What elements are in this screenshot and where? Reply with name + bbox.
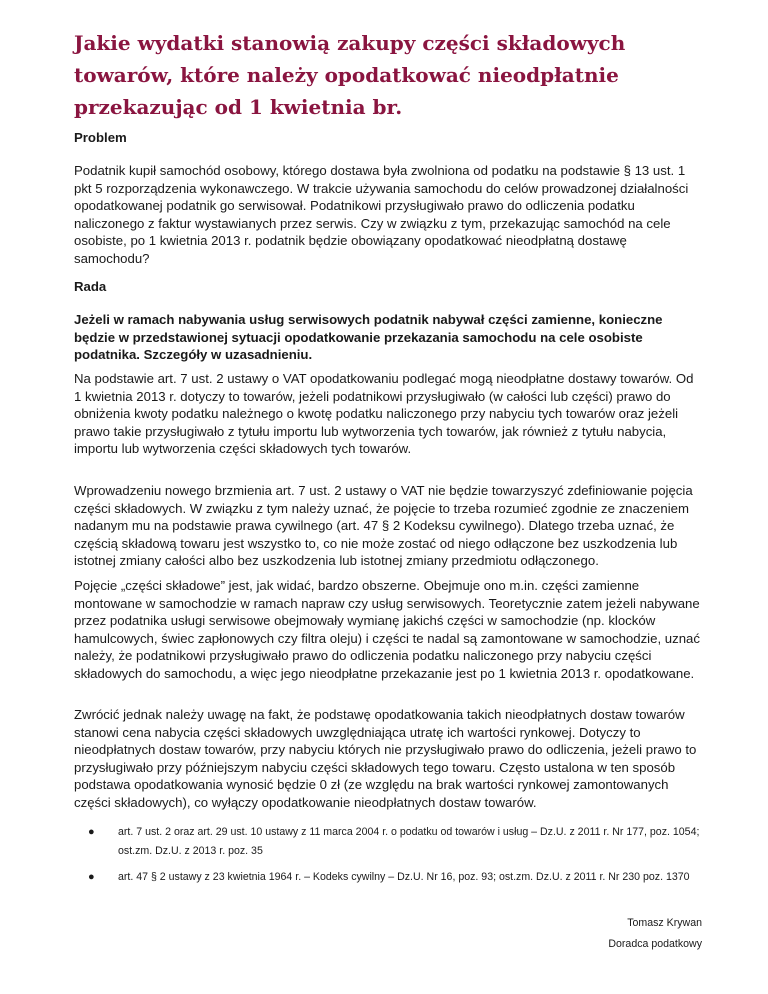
legal-references-list <box>74 823 702 894</box>
advice-heading: Rada <box>74 279 107 294</box>
author-signature <box>608 913 702 955</box>
body-paragraph: Pojęcie „części składowe” jest, jak widać, bardzo obszerne. Obejmuje ono m.in. części zamienne montowane w samochodzie w ramach napraw czy usług serwisowych. Teoretycznie zatem jeżeli nabywane przez podatnika usługi serwisowe obejmowały wymianę jakichś części w samochodzie (np. klocków hamulcowych, świec zapłonowych czy filtra oleju) i części te nadal są zamontowane w samochodzie, uznać należy, że podatnikowi przysługiwało prawo do odliczenia podatku naliczonego przy nabyciu części składowych do samochodu, a więc jego nieodpłatne przekazanie jest po 1 kwietnia 2013 r. opodatkowane. <box>74 578 700 681</box>
bullet-icon: ● <box>88 826 95 838</box>
advice-paragraph: Jeżeli w ramach nabywania usług serwisowych podatnik nabywał części zamienne, konieczne będzie w przedstawionej sytuacji opodatkowanie przekazania samochodu na cele osobiste podatnika. Szczegóły w uzasadnieniu. <box>74 312 663 362</box>
bullet-icon: ● <box>88 871 95 883</box>
body-paragraph: Wprowadzeniu nowego brzmienia art. 7 ust. 2 ustawy o VAT nie będzie towarzyszyć zdefiniowanie pojęcia części składowych. W związku z tym należy uznać, że pojęcie to trzeba rozumieć zgodnie ze znaczeniem nadanym mu na podstawie prawa cywilnego (art. 47 § 2 Kodeksu cywilnego). Dlatego trzeba uznać, że częścią składową towaru jest wszystko to, co nie może zostać od niego odłączone bez uszkodzenia lub istotnej zmiany całości albo bez uszkodzenia lub istotnej zmiany przedmiotu odłączonego. <box>74 483 693 568</box>
problem-paragraph: Podatnik kupił samochód osobowy, którego dostawa była zwolniona od podatku na podstawie § 13 ust. 1 pkt 5 rozporządzenia wykonawczego. W trakcie używania samochodu do celów prowadzonej działalności opodatkowanej podatnik go serwisował. Podatnikowi przysługiwało prawo do odliczenia podatku naliczonego z faktur wystawianych przez serwis. Czy w związku z tym, przekazując samochód na cele osobiste, po 1 kwietnia 2013 r. podatnik będzie obowiązany opodatkować nieodpłatną dostawę samochodu? <box>74 163 689 266</box>
list-item <box>74 823 702 861</box>
author-name: Tomasz Krywan <box>627 917 702 929</box>
body-paragraph: Na podstawie art. 7 ust. 2 ustawy o VAT opodatkowaniu podlegać mogą nieodpłatne dostawy towarów. Od 1 kwietnia 2013 r. dotyczy to towarów, jeżeli podatnikowi przysługiwało (w całości lub części) prawo do obniżenia kwoty podatku należnego o kwotę podatku naliczonego przy nabyciu tych towarów oraz jeżeli prawo takie przysługiwało z tytułu importu lub wytworzenia tych towarów, jak również z tytułu nabycia, importu lub wytworzenia części składowych tych towarów. <box>74 371 694 456</box>
reference-text: art. 7 ust. 2 oraz art. 29 ust. 10 ustawy z 11 marca 2004 r. o podatku od towarów i usług – Dz.U. z 2011 r. Nr 177, poz. 1054; ost.zm. Dz.U. z 2013 r. poz. 35 <box>118 826 700 857</box>
reference-text: art. 47 § 2 ustawy z 23 kwietnia 1964 r. – Kodeks cywilny – Dz.U. Nr 16, poz. 93; ost.zm. Dz.U. z 2011 r. Nr 230 poz. 1370 <box>118 871 690 883</box>
author-role: Doradca podatkowy <box>608 938 702 950</box>
list-item <box>74 868 702 887</box>
page-title: Jakie wydatki stanowią zakupy części składowych towarów, które należy opodatkować nieodpłatnie przekazując od 1 kwietnia br. <box>74 31 626 119</box>
body-paragraph: Zwrócić jednak należy uwagę na fakt, że podstawę opodatkowania takich nieodpłatnych dostaw towarów stanowi cena nabycia części składowych uwzględniająca utratę ich wartości rynkowej. Dotyczy to nieodpłatnych dostaw towarów, przy nabyciu których nie przysługiwało prawo do odliczenia, jeżeli prawo to przysługiwało przy późniejszym nabyciu części składowych tego towaru. Często ustalona w ten sposób podstawa opodatkowania wynosić będzie 0 zł (ze względu na brak wartości rynkowej zamontowanych części składowych), co wyłączy opodatkowanie nieodpłatnych dostaw towarów. <box>74 707 697 810</box>
problem-heading: Problem <box>74 130 127 145</box>
